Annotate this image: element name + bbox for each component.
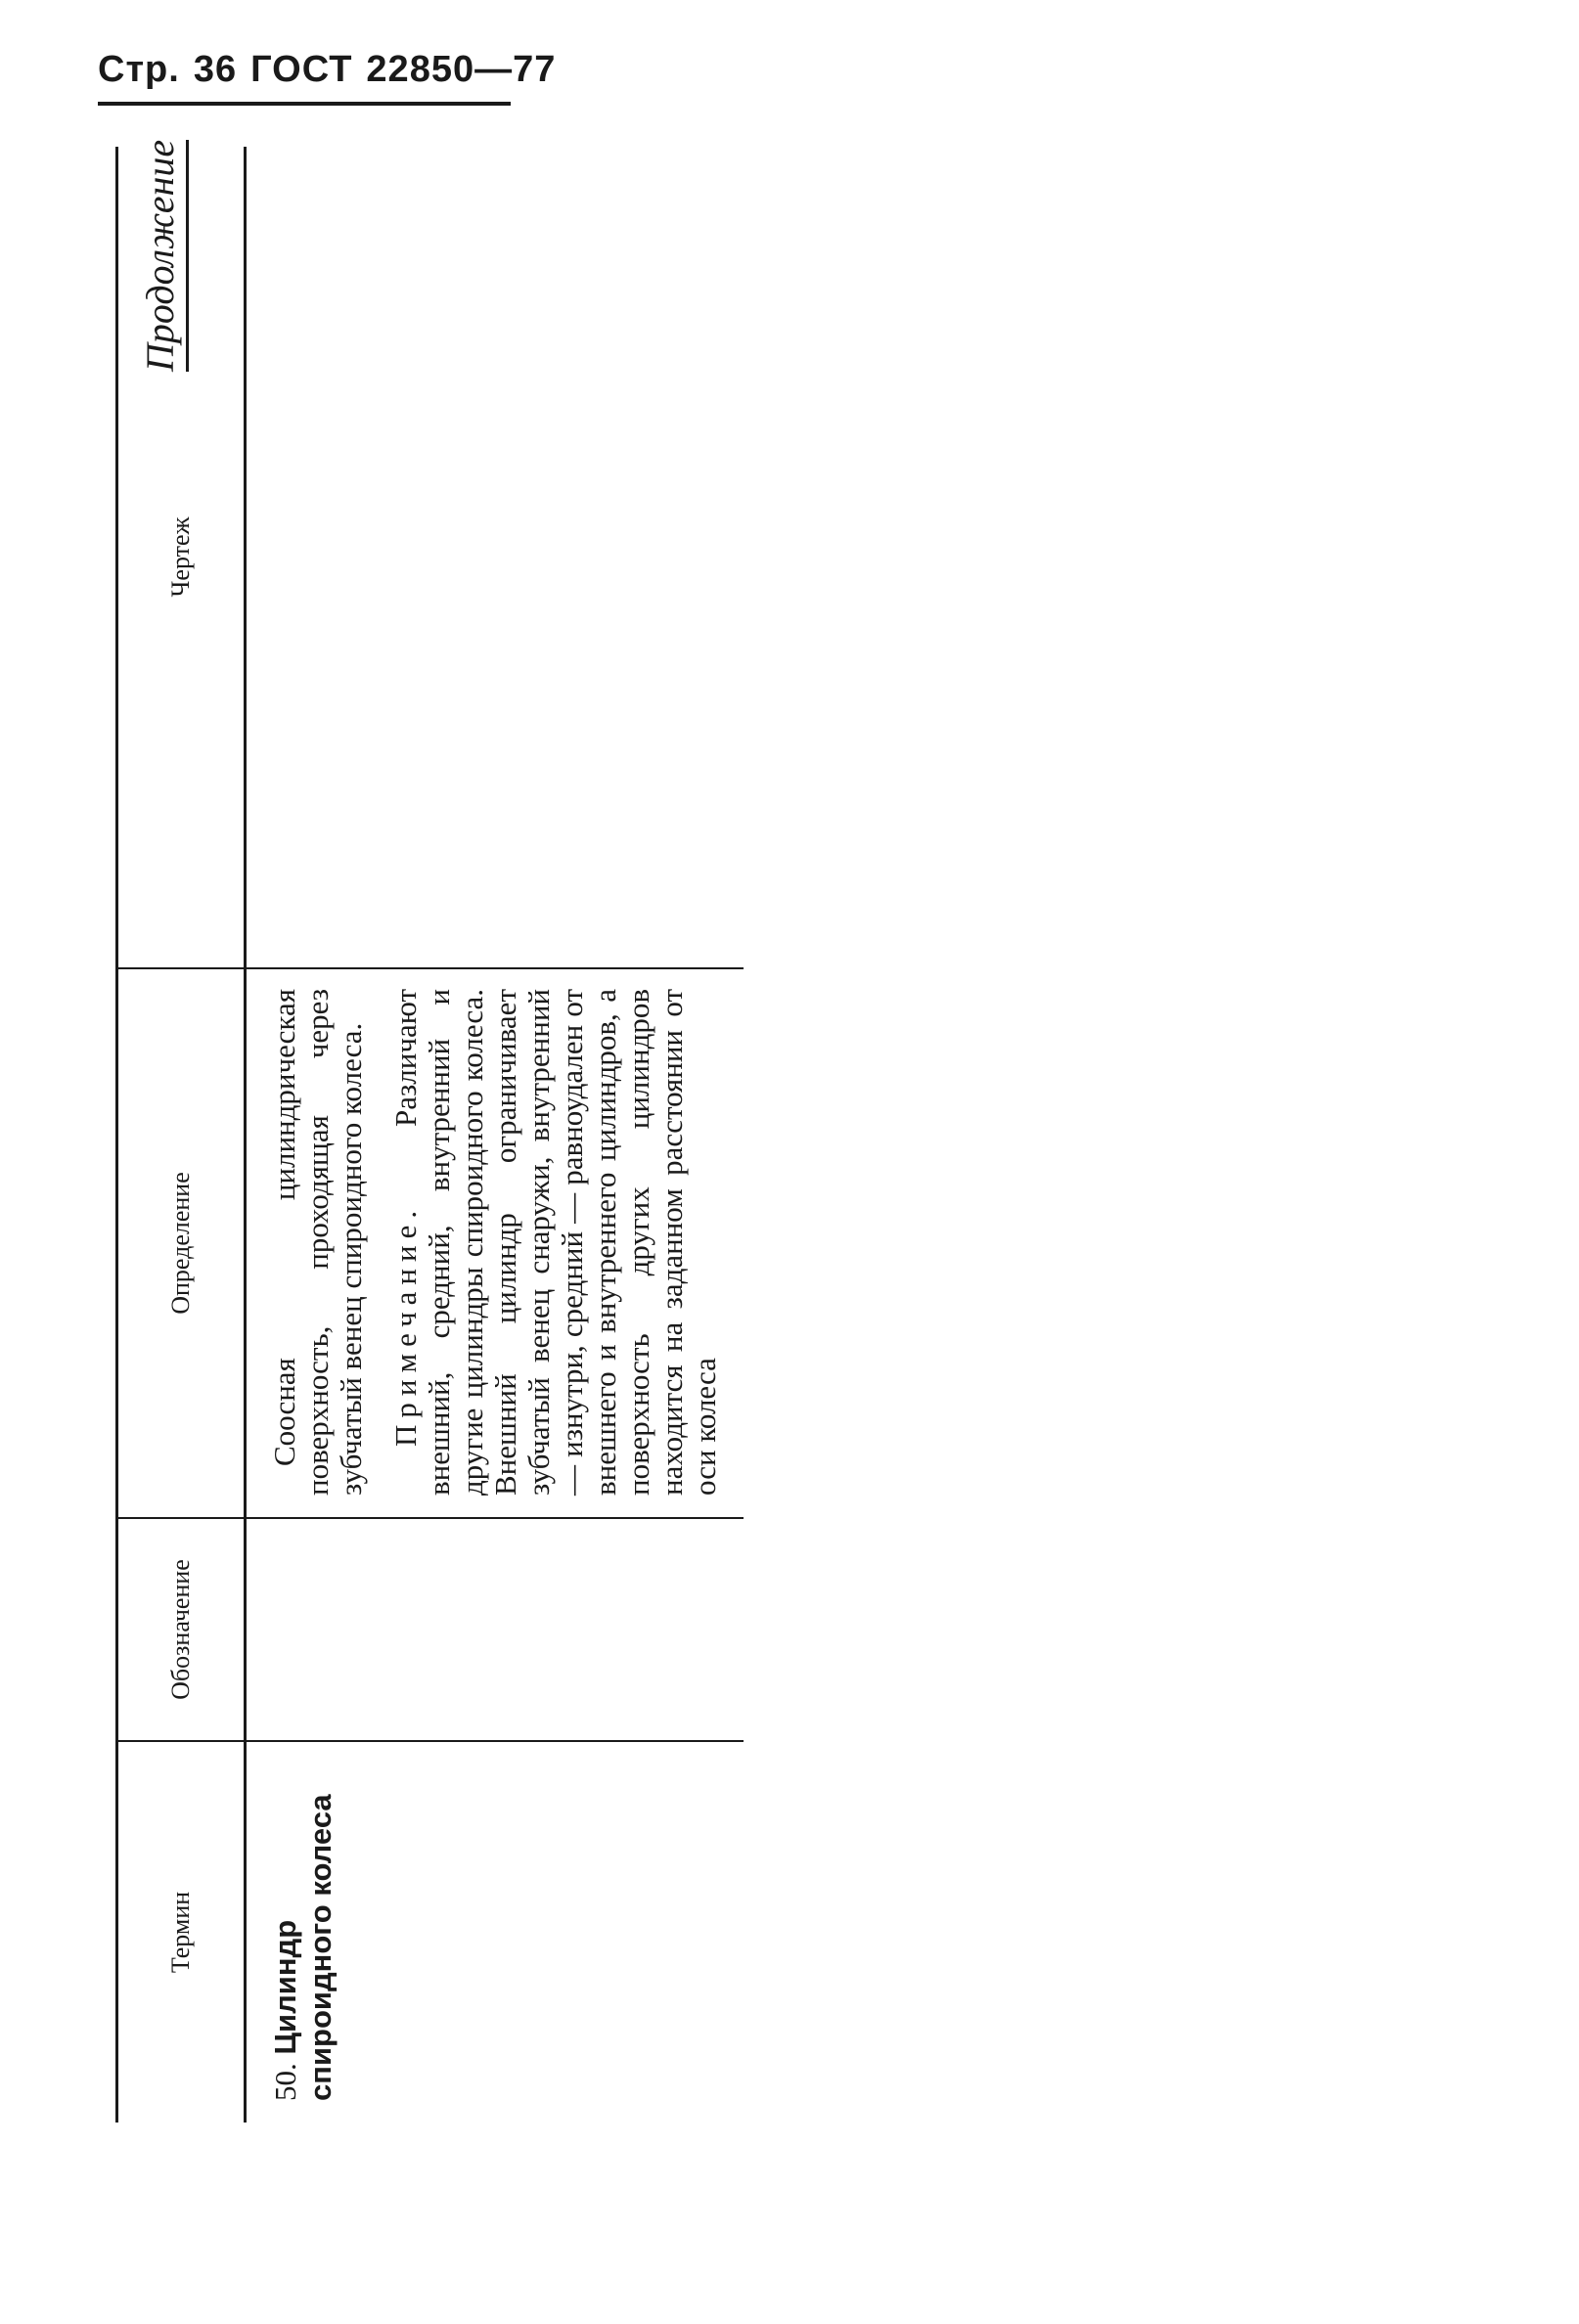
standard-number: 22850—77 xyxy=(366,49,557,90)
note-label: Примечание. xyxy=(388,1203,423,1447)
table-header-row xyxy=(117,147,246,2123)
column-header-definition: Определение xyxy=(117,968,246,1518)
term-number: 50. xyxy=(268,2063,302,2101)
definition-text: Соосная цилиндрическая поверхность, проходящая через зубчатый венец спироидного колеса. xyxy=(267,989,368,1496)
column-header-drawing: Чертеж xyxy=(117,147,246,968)
term-name: Цилиндр спироидного колеса xyxy=(268,1794,338,2101)
table-row xyxy=(246,147,744,2123)
continuation-label: Продолжение xyxy=(137,0,183,372)
page-number: 36 xyxy=(193,49,238,90)
note-text: Различают внешний, средний, внутренний и другие цилиндры спироидного колеса. Внешний цилиндр ограничивает зубчатый венец снаружи, внутренний — изнутри, средний — равноудален от внешнего и внутреннего цилиндров, а поверхность других цилиндров находится на заданном расстоянии от оси колеса xyxy=(388,989,722,1496)
definitions-table xyxy=(115,147,1446,2123)
term-cell xyxy=(246,1741,744,2123)
definition-note xyxy=(389,989,722,1496)
column-header-designation: Обозначение xyxy=(117,1518,246,1741)
standard-label: ГОСТ xyxy=(250,49,353,90)
column-header-term: Термин xyxy=(117,1741,246,2123)
page-label: Стр. xyxy=(98,49,180,90)
designation-cell xyxy=(246,1518,744,1741)
definition-cell xyxy=(246,968,744,1518)
drawing-cell xyxy=(246,147,744,968)
